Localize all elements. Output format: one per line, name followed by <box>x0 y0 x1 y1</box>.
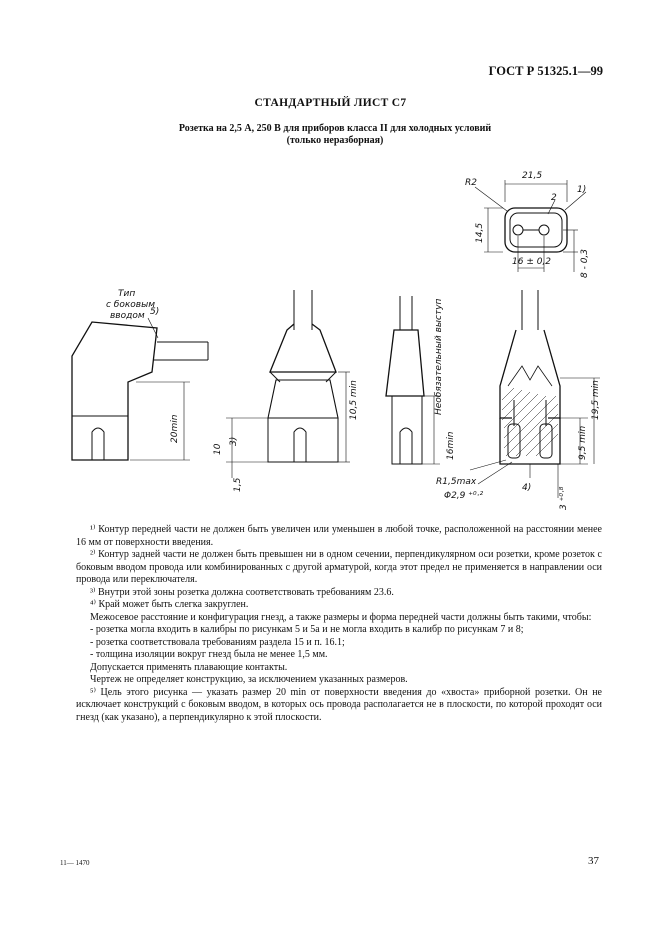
paragraph-floating: Допускается применять плавающие контакты. <box>90 661 288 673</box>
dim-16min-label: 16min <box>446 431 456 460</box>
notes-block <box>76 524 602 724</box>
page-number: 37 <box>588 855 599 867</box>
document-id: ГОСТ Р 51325.1—99 <box>488 64 603 78</box>
footer-code: 11— 1470 <box>60 859 90 867</box>
dim-10-label: 10 <box>213 443 223 455</box>
list-item-3: - толщина изоляции вокруг гнезд была не менее 1,5 мм. <box>90 649 328 660</box>
section-view <box>470 290 600 498</box>
dim-3-label: 3 ⁺⁰·⁸ <box>559 486 569 510</box>
technical-drawing <box>0 150 661 515</box>
dim-9-5min-label: 9,5 min <box>578 425 588 460</box>
type-label-ref: 5) <box>150 307 160 317</box>
dim-phi-label: Φ2,9 ⁺⁰·² <box>444 491 484 501</box>
sheet-title: СТАНДАРТНЫЙ ЛИСТ С7 <box>254 97 407 109</box>
dim-16-label: 16 ± 0,2 <box>512 257 552 267</box>
dim-14-5-label: 14,5 <box>475 222 485 243</box>
side-narrow-view <box>386 296 440 464</box>
dim-8-label: 8 - 0,3 <box>580 248 590 278</box>
front-view <box>226 290 350 478</box>
list-item-2: - розетка соответствовала требованиям раздела 15 и п. 16.1; <box>90 636 345 648</box>
type-label-1: Тип <box>118 289 136 299</box>
note-4: ⁴⁾ Край может быть слегка закруглен. <box>90 599 249 610</box>
dim-2-label: 2 <box>551 193 557 203</box>
ref-4-label: 4) <box>522 483 532 493</box>
sheet-subtitle <box>120 123 550 147</box>
subtitle-line-1: Розетка на 2,5 А, 250 В для приборов класса II для холодных условий <box>178 123 492 134</box>
dim-r2-label: R2 <box>465 178 477 188</box>
paragraph-drawing: Чертеж не определяет конструкцию, за исключением указанных размеров. <box>90 674 408 685</box>
list-item-1: - розетка могла входить в калибры по рисункам 5 и 5а и не могла входить в калибр по рисункам 7 и 8; <box>90 624 524 635</box>
note-5: ⁵⁾ Цель этого рисунка — указать размер 20 min от поверхности введения до «хвоста» приборной розетки. Он не исключает конструкций с боковым вводом, в которых ось провода располагается не в плоскости, по которой проходят оси гнезд (как указано), а перпендикулярно к этой плоскости. <box>76 686 602 723</box>
dim-10-5min-label: 10,5 min <box>349 380 359 420</box>
dim-21-5-label: 21,5 <box>522 171 543 181</box>
note-2: ²⁾ Контур задней части не должен быть превышен ни в одном сечении, перпендикулярном оси розетки, кроме розеток с боковым вводом провода или комбинированных с другой арматурой, когда этот предел не применяется в направлении оси провода или переключателя. <box>76 549 602 585</box>
dim-20min-label: 20min <box>170 414 180 443</box>
subtitle-line-2: (только неразборная) <box>286 135 384 146</box>
type-label-3: вводом <box>110 311 145 321</box>
type-label-2: с боковым <box>106 300 156 310</box>
dim-r1-5max-label: R1,5max <box>436 477 477 487</box>
dim-1-5-label: 1,5 <box>233 477 243 492</box>
side-entry-view <box>72 318 208 460</box>
note-3: ³⁾ Внутри этой зоны розетка должна соответствовать требованиям 23.6. <box>90 586 394 598</box>
vertical-protrusion-label: Необязательный выступ <box>434 298 444 415</box>
dim-19-5min-label: 19,5 min <box>591 380 601 420</box>
note-1: ¹⁾ Контур передней части не должен быть увеличен или уменьшен в любой точке, расположенной на расстоянии менее 16 мм от поверхности введения. <box>76 524 602 548</box>
ref-1-label: 1) <box>577 185 587 195</box>
ref-3-label: 3) <box>229 436 239 446</box>
paragraph-spacing: Межосевое расстояние и конфигурация гнезд, а также размеры и форма передней части должны быть такими, чтобы: <box>90 611 592 623</box>
